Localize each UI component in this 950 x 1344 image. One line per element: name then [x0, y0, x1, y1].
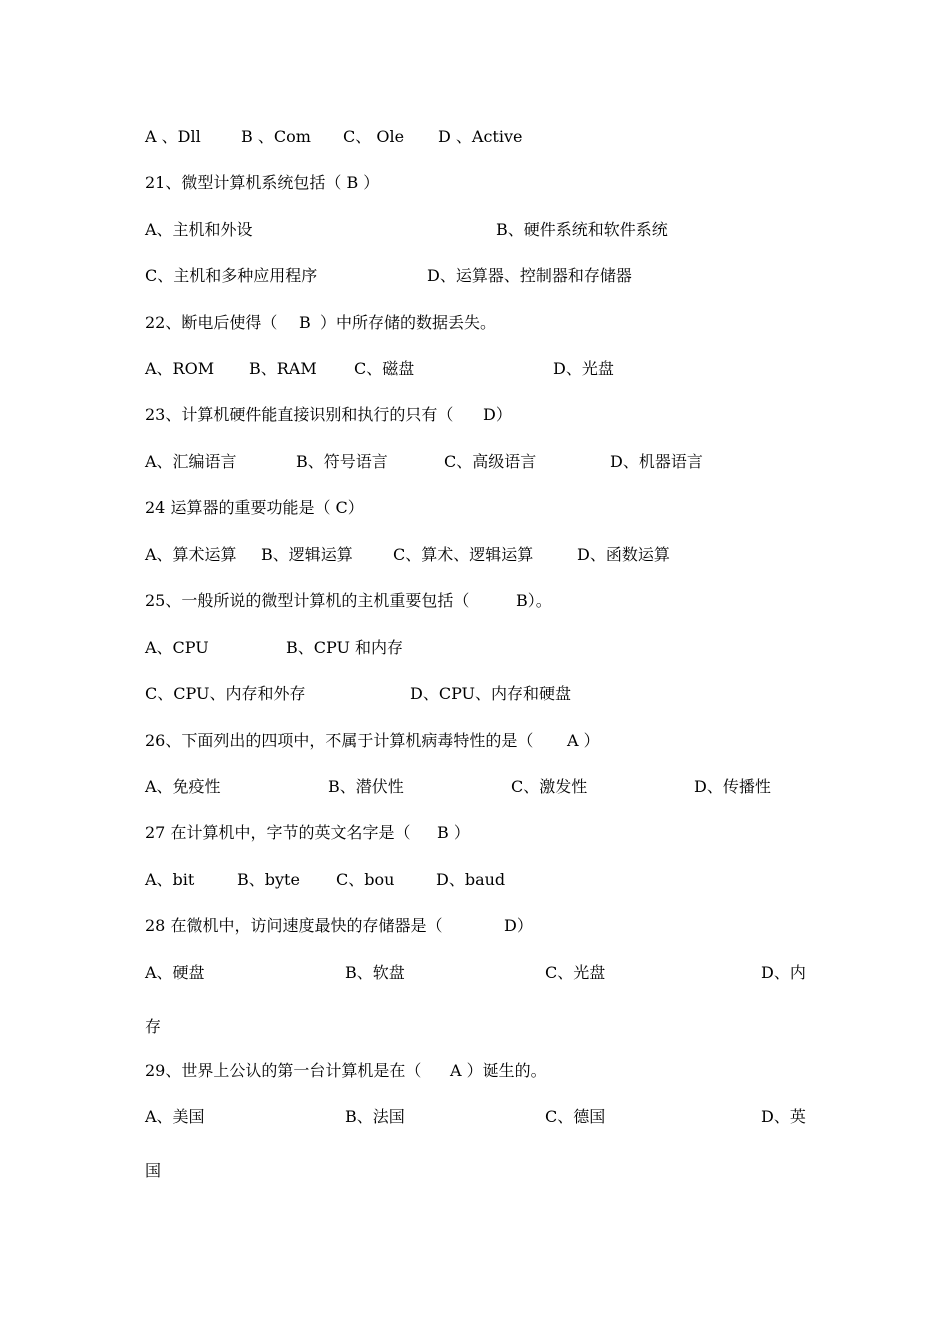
question-23-text: 23、计算机硬件能直接识别和执行的只有（	[145, 405, 454, 424]
option-c: C、磁盘	[354, 359, 415, 378]
option-d: D、传播性	[694, 777, 771, 796]
option-b: B、硬件系统和软件系统	[496, 220, 668, 239]
option-a: A、bit	[145, 870, 195, 889]
question-26-text: 26、下面列出的四项中，不属于计算机病毒特性的是（	[145, 731, 534, 750]
option-c: C、光盘	[545, 963, 606, 982]
option-d: D 、Active	[438, 127, 523, 146]
question-25-text: 25、一般所说的微型计算机的主机重要包括（	[145, 591, 470, 610]
option-b: B、潜伏性	[328, 777, 404, 796]
option-d: D、机器语言	[610, 452, 703, 471]
question-28-answer: D）	[504, 916, 533, 935]
question-27-answer: B ）	[437, 823, 470, 842]
question-23-answer: D）	[483, 405, 512, 424]
option-b: B、byte	[237, 870, 300, 889]
option-c: C、德国	[545, 1107, 606, 1126]
question-29-text: 29、世界上公认的第一台计算机是在（	[145, 1061, 422, 1080]
option-a: A 、Dll	[145, 127, 201, 146]
option-d-wrap: 存	[145, 1017, 162, 1036]
option-c: C、bou	[336, 870, 395, 889]
option-d: D、函数运算	[577, 545, 670, 564]
option-d: D、CPU、内存和硬盘	[410, 684, 572, 703]
option-a: A、主机和外设	[145, 220, 253, 239]
option-b: B 、Com	[241, 127, 311, 146]
question-29-answer: A ）诞生的。	[450, 1061, 547, 1080]
option-b: B、软盘	[345, 963, 405, 982]
option-b: B、逻辑运算	[261, 545, 353, 564]
option-d-wrap: 国	[145, 1161, 162, 1180]
option-b: B、CPU 和内存	[286, 638, 404, 657]
question-26-answer: A ）	[567, 731, 600, 750]
question-28-text: 28 在微机中，访问速度最快的存储器是（	[145, 916, 443, 935]
question-25-answer: B）。	[516, 591, 552, 610]
option-b: B、RAM	[249, 359, 317, 378]
question-27-text: 27 在计算机中，字节的英文名字是（	[145, 823, 411, 842]
option-d: D、内	[761, 963, 806, 982]
option-a: A、汇编语言	[145, 452, 237, 471]
question-21: 21、微型计算机系统包括（ B ）	[145, 173, 380, 192]
option-c: C、主机和多种应用程序	[145, 266, 318, 285]
question-22-text: 22、断电后使得（	[145, 313, 278, 332]
option-d: D、baud	[436, 870, 506, 889]
option-c: C、 Ole	[343, 127, 405, 146]
option-a: A、美国	[145, 1107, 205, 1126]
option-c: C、算术、逻辑运算	[393, 545, 534, 564]
option-b: B、符号语言	[296, 452, 388, 471]
question-22-answer: B	[299, 313, 311, 332]
option-a: A、硬盘	[145, 963, 205, 982]
option-a: A、ROM	[145, 359, 215, 378]
option-d: D、光盘	[553, 359, 614, 378]
option-c: C、CPU、内存和外存	[145, 684, 306, 703]
option-c: C、激发性	[511, 777, 588, 796]
option-a: A、算术运算	[145, 545, 237, 564]
option-a: A、免疫性	[145, 777, 221, 796]
option-b: B、法国	[345, 1107, 405, 1126]
option-c: C、高级语言	[444, 452, 537, 471]
question-22-text-end: ）中所存储的数据丢失。	[320, 313, 497, 332]
option-a: A、CPU	[145, 638, 209, 657]
option-d: D、运算器、控制器和存储器	[427, 266, 632, 285]
question-24: 24 运算器的重要功能是（ C）	[145, 498, 364, 517]
option-d: D、英	[761, 1107, 806, 1126]
